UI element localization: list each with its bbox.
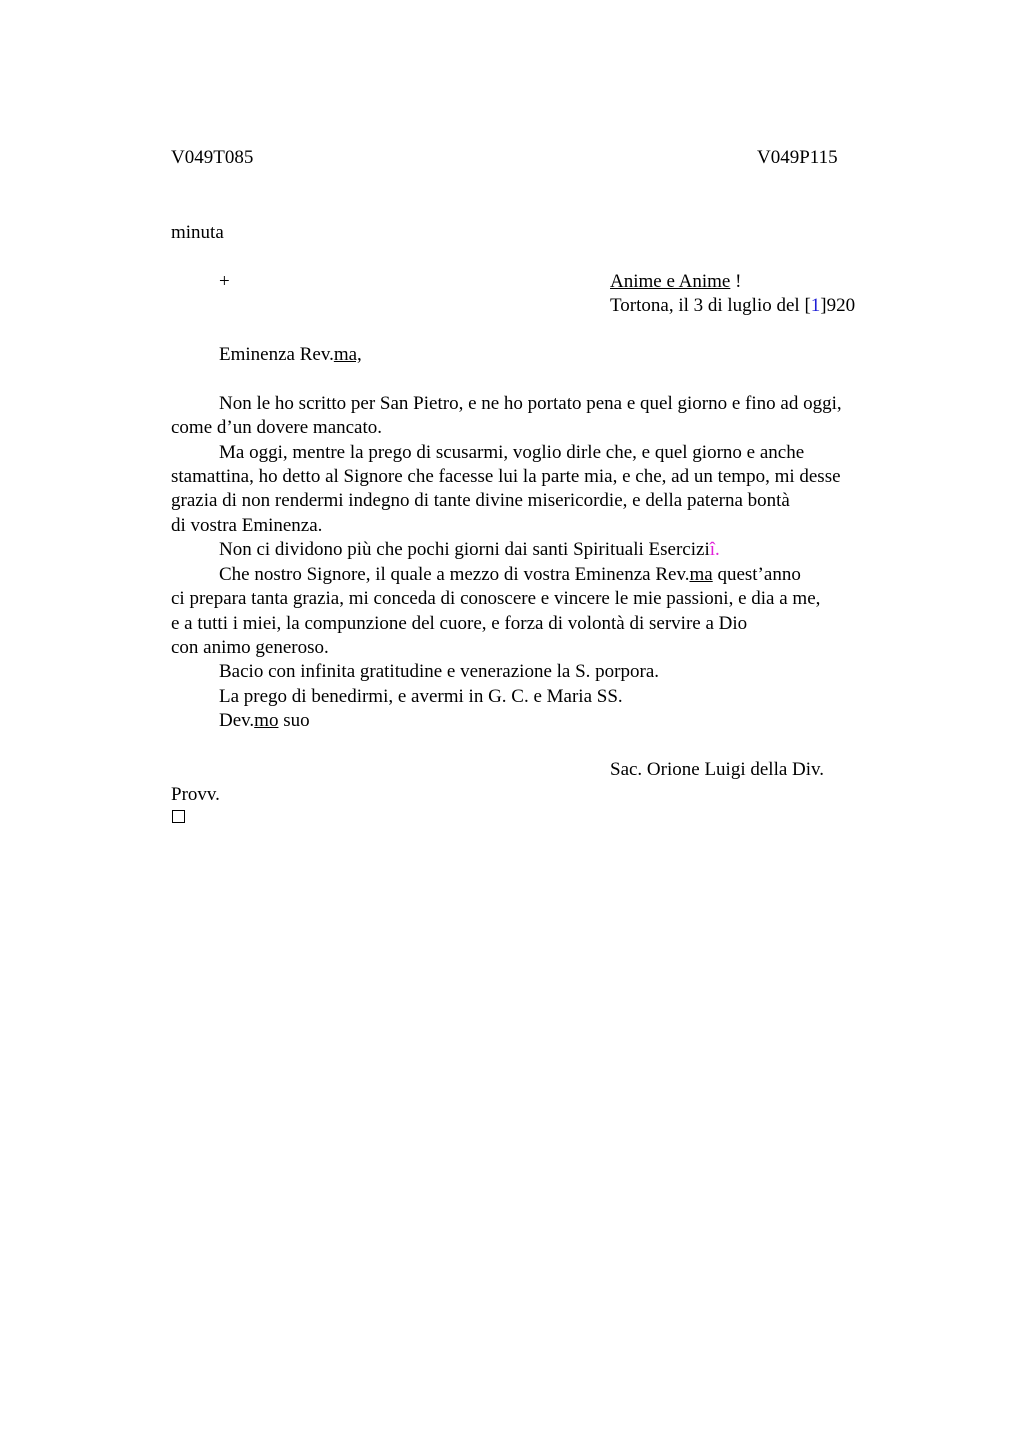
- body-line: di vostra Eminenza.: [171, 515, 323, 536]
- signature-line-1: Sac. Orione Luigi della Div.: [610, 759, 825, 780]
- editorial-mark: î.: [709, 539, 720, 560]
- motto: [610, 270, 741, 294]
- body-line: La prego di benedirmi, e avermi in G. C. e Maria SS.: [219, 686, 623, 707]
- dateline: [610, 294, 855, 318]
- motto-suffix: !: [730, 271, 742, 292]
- salutation-prefix: Eminenza Rev.: [219, 344, 334, 365]
- body-line-text: quest’anno: [712, 564, 801, 585]
- salutation-underlined: ma,: [333, 344, 362, 365]
- archive-code-left: V049T085: [171, 147, 254, 168]
- body-line: stamattina, ho detto al Signore che facesse lui la parte mia, e che, ad un tempo, mi desse: [171, 466, 841, 487]
- closing-prefix: Dev.: [219, 710, 255, 731]
- dateline-before: Tortona, il 3 di luglio del [: [610, 295, 811, 316]
- body-line: [219, 563, 801, 587]
- body-line: Ma oggi, mentre la prego di scusarmi, voglio dirle che, e quel giorno e anche: [219, 442, 805, 463]
- body-line: con animo generoso.: [171, 637, 329, 658]
- salutation: [219, 343, 362, 367]
- archive-code-right: V049P115: [757, 147, 838, 168]
- body-line-text: Non ci dividono più che pochi giorni dai santi Spirituali Esercizi: [219, 539, 710, 560]
- body-line: [219, 538, 720, 562]
- closing: [219, 709, 310, 733]
- signature-line-2: Provv.: [171, 784, 220, 805]
- square-icon: [172, 810, 185, 823]
- motto-underlined: Anime e Anime: [610, 271, 731, 292]
- closing-underlined: mo: [254, 710, 279, 731]
- closing-suffix: suo: [278, 710, 310, 731]
- body-line: e a tutti i miei, la compunzione del cuore, e forza di volontà di servire a Dio: [171, 613, 748, 634]
- body-line: grazia di non rendermi indegno di tante divine misericordie, e della paterna bontà: [171, 490, 790, 511]
- cross-mark: +: [219, 271, 230, 292]
- body-line-text: Che nostro Signore, il quale a mezzo di vostra Eminenza Rev.: [219, 564, 690, 585]
- body-line: come d’un dovere mancato.: [171, 417, 383, 438]
- dateline-after: ]920: [820, 295, 856, 316]
- body-line: Non le ho scritto per San Pietro, e ne ho portato pena e quel giorno e fino ad oggi,: [219, 393, 842, 414]
- checkbox-square-icon: [172, 810, 185, 825]
- body-line-underlined: ma: [689, 564, 713, 585]
- body-line: ci prepara tanta grazia, mi conceda di conoscere e vincere le mie passioni, e dia a me,: [171, 588, 821, 609]
- document-type: minuta: [171, 222, 224, 243]
- dateline-bracket-digit: 1: [810, 295, 821, 316]
- body-line: Bacio con infinita gratitudine e venerazione la S. porpora.: [219, 661, 660, 682]
